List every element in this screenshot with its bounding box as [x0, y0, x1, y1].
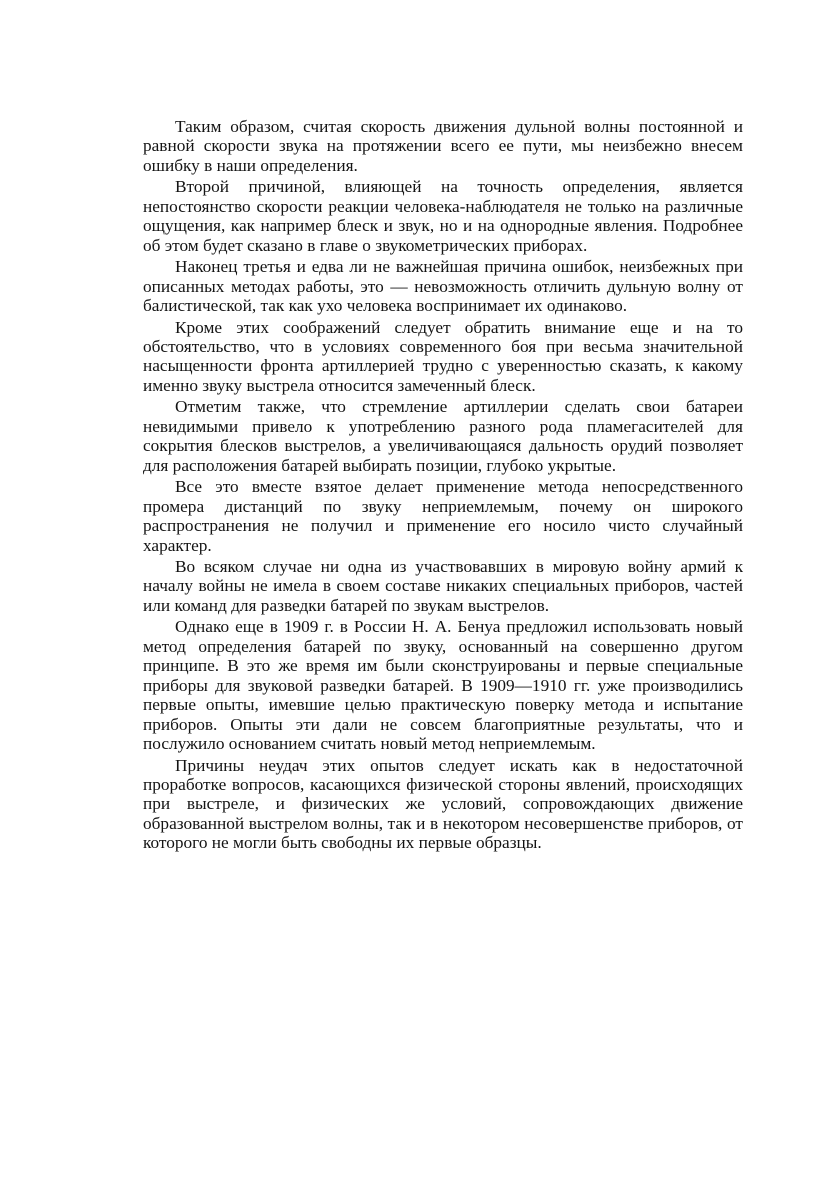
paragraph-9: Причины неудач этих опытов следует искать как в недостаточной проработке вопросов, касающихся физической стороны явлений, происходящих при выстреле, и физических же условий, сопровождающих движение образованной выстрелом волны, так и в некотором несовершенстве приборов, от которого не могли быть свободны их первые образцы. [143, 755, 743, 853]
paragraph-7: Во всяком случае ни одна из участвовавших в мировую войну армий к началу войны не имела в своем составе никаких специальных приборов, частей или команд для разведки батарей по звукам выстрелов. [143, 556, 743, 615]
paragraph-4: Кроме этих соображений следует обратить внимание еще и на то обстоятельство, что в условиях современного боя при весьма значительной насыщенности фронта артиллерией трудно с уверенностью сказать, к какому именно звуку выстрела относится замеченный блеск. [143, 317, 743, 395]
paragraph-1: Таким образом, считая скорость движения дульной волны постоянной и равной скорости звука на протяжении всего ее пути, мы неизбежно внесем ошибку в наши определения. [143, 117, 743, 175]
paragraph-5: Отметим также, что стремление артиллерии сделать свои батареи невидимыми привело к употреблению разного рода пламегасителей для сокрытия блесков выстрелов, а увеличивающаяся дальность орудий позволяет для расположения батарей выбирать позиции, глубоко укрытые. [143, 397, 743, 475]
paragraph-2: Второй причиной, влияющей на точность определения, является непостоянство скорости реакции человека-наблюдателя не только на различные ощущения, как например блеск и звук, но и на однородные явления. Подробнее об этом будет сказано в главе о звукометрических приборах. [143, 177, 743, 255]
paragraph-8: Однако еще в 1909 г. в России Н. А. Бенуа предложил использовать новый метод определения батарей по звуку, основанный на совершенно другом принципе. В это же время им были сконструированы и первые специальные приборы для звуковой разведки батарей. В 1909—1910 гг. уже производились первые опыты, имевшие целью практическую поверку метода и испытание приборов. Опыты эти дали не совсем благоприятные результаты, что и послужило основанием считать новый метод неприемлемым. [143, 617, 743, 754]
page-body-text [143, 117, 743, 853]
paragraph-3: Наконец третья и едва ли не важнейшая причина ошибок, неизбежных при описанных методах работы, это — невозможность отличить дульную волну от балистической, так как ухо человека воспринимает их одинаково. [143, 257, 743, 316]
paragraph-6: Все это вместе взятое делает применение метода непосредственного промера дистанций по звуку неприемлемым, почему он широкого распространения не получил и применение его носило чисто случайный характер. [143, 477, 743, 555]
